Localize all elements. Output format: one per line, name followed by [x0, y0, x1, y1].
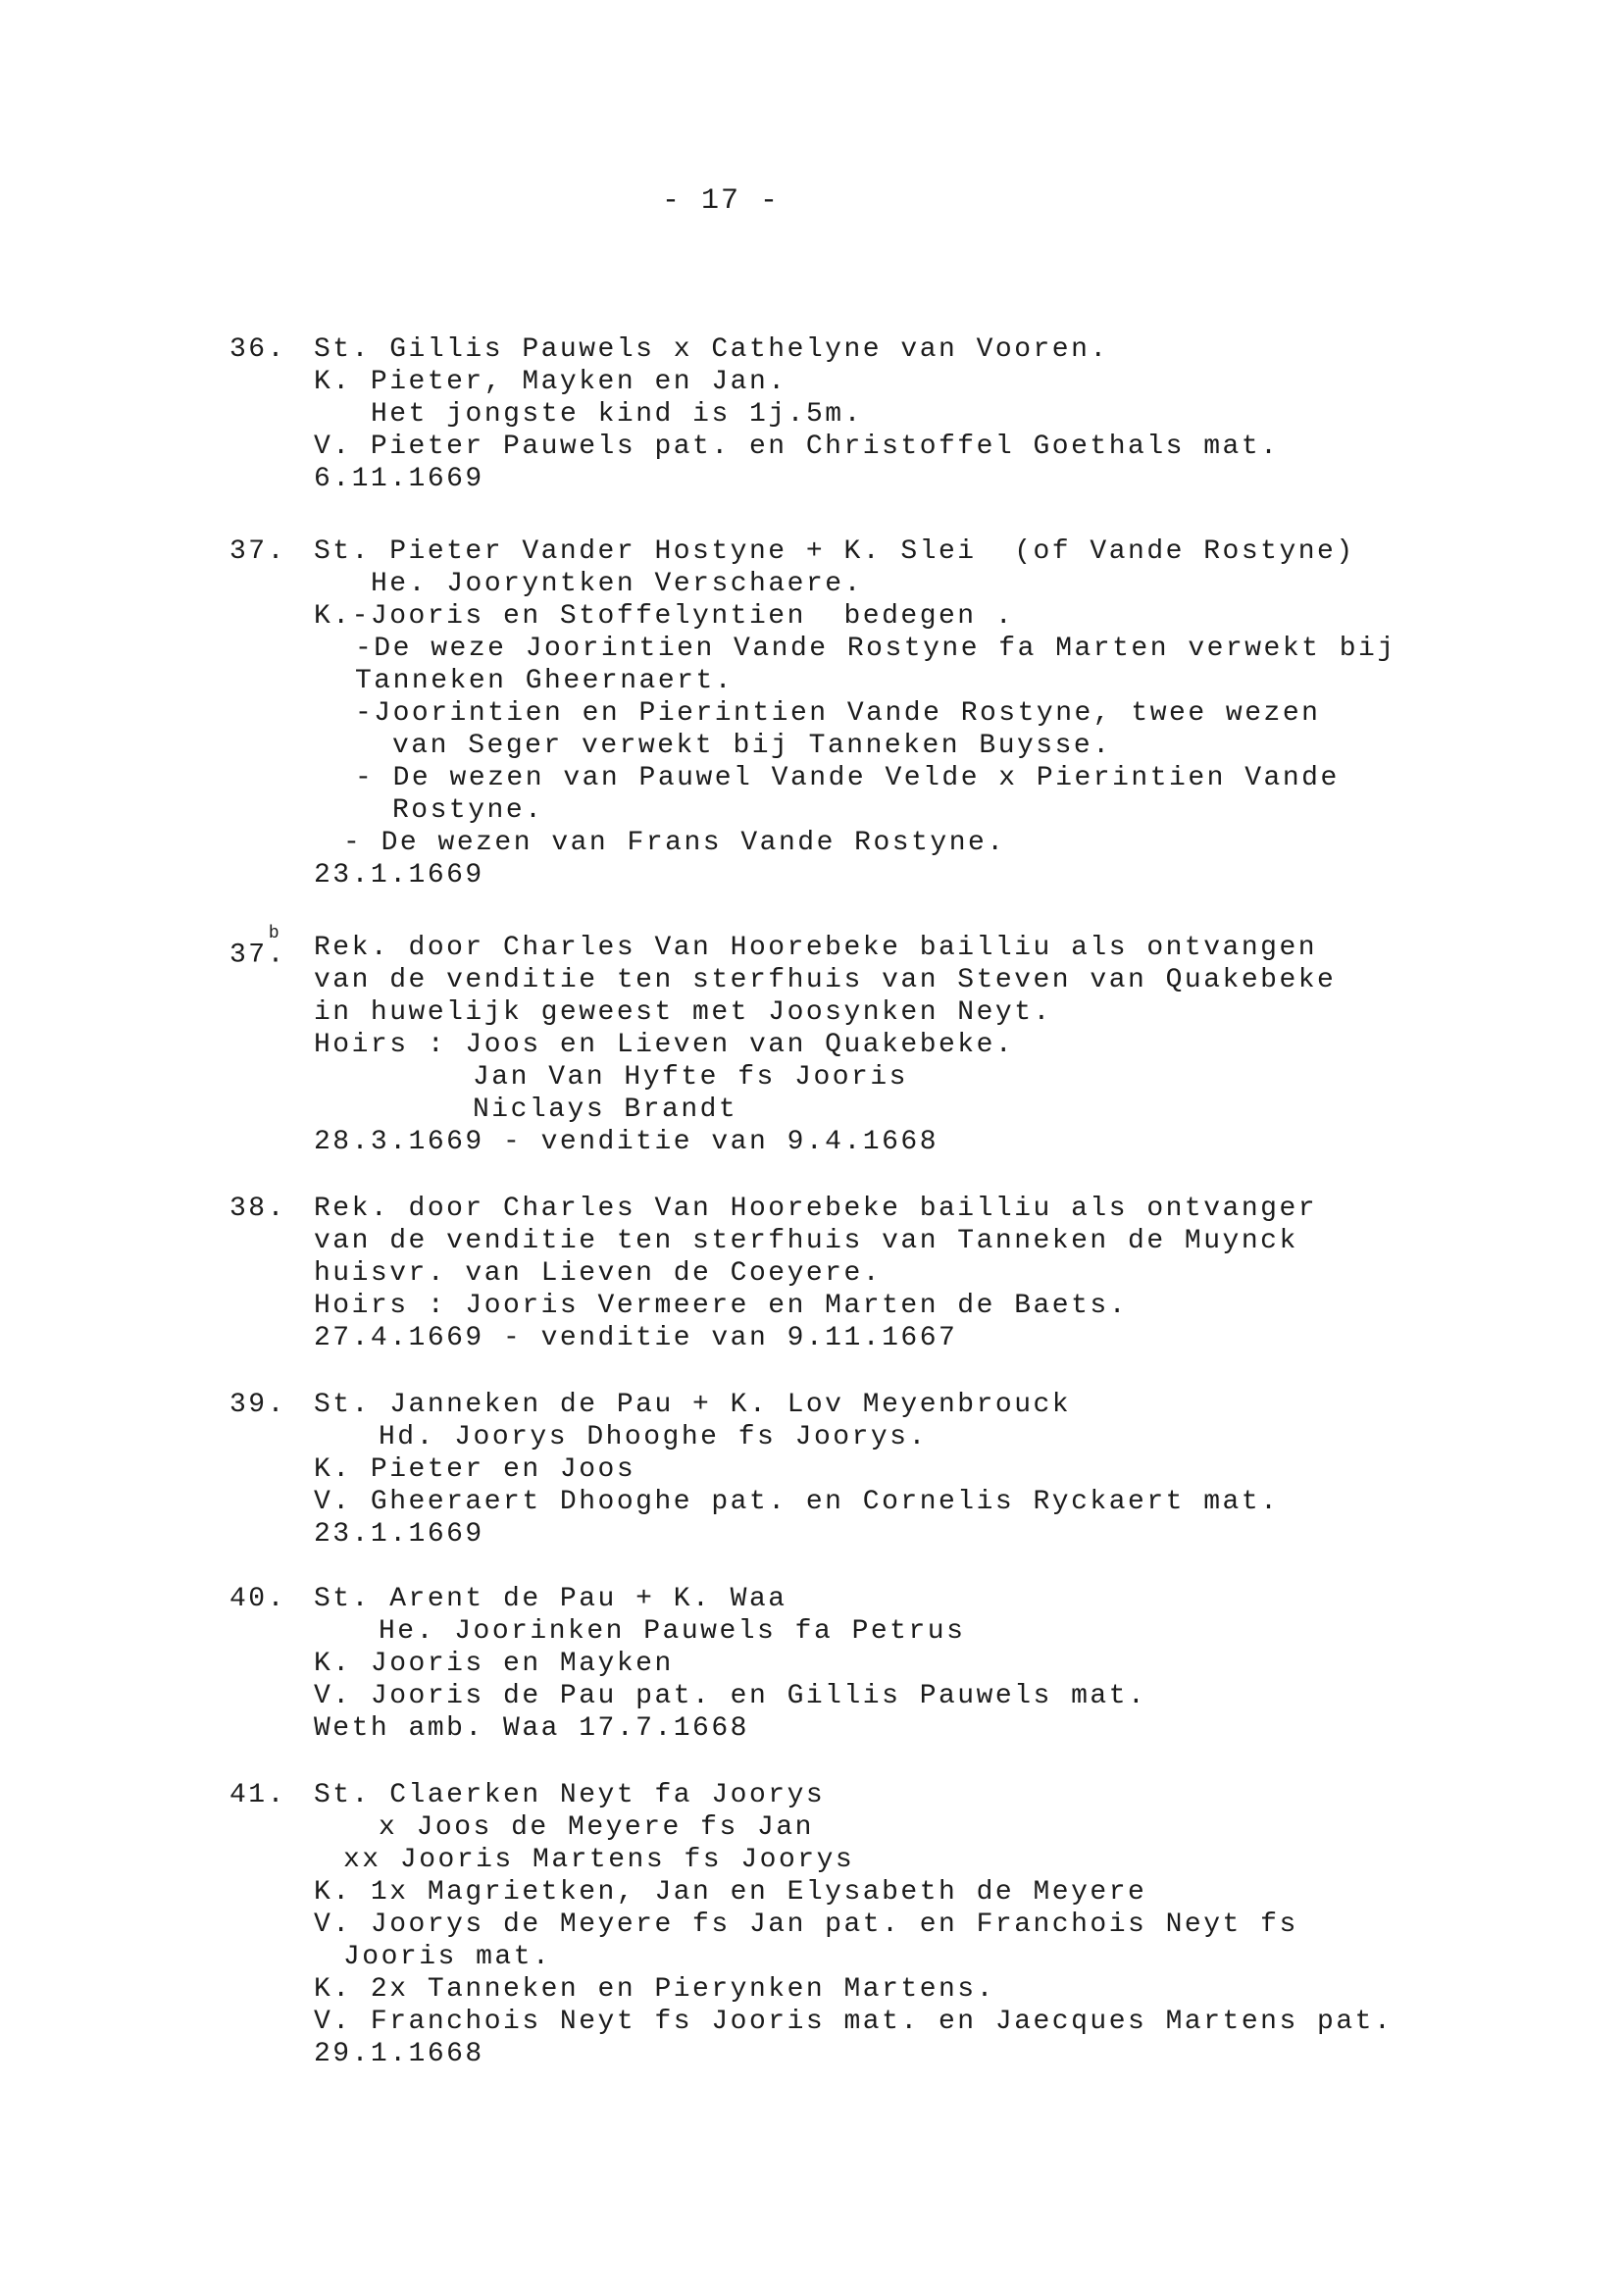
- entry-number: 41.: [229, 1780, 286, 1810]
- entry-date: 28.3.1669 - venditie van 9.4.1668: [314, 1127, 939, 1157]
- entry-line: Rek. door Charles Van Hoorebeke bailliu als ontvangen: [314, 933, 1318, 963]
- entry-line: St. Janneken de Pau + K. Lov Meyenbrouck: [314, 1390, 1072, 1420]
- entry-line: Jan Van Hyfte fs Jooris: [473, 1062, 908, 1093]
- entry-date: 29.1.1668: [314, 2039, 484, 2069]
- entry-line: x Joos de Meyere fs Jan: [379, 1812, 814, 1843]
- entry-37: [229, 535, 1524, 891]
- entry-line: Het jongste kind is 1j.5m.: [371, 399, 863, 430]
- entry-date: 6.11.1669: [314, 464, 484, 494]
- entry-line: Rek. door Charles Van Hoorebeke bailliu als ontvanger: [314, 1194, 1318, 1224]
- entry-37b: [229, 924, 1524, 1158]
- page-number: - 17 -: [661, 184, 781, 218]
- entry-line: -Joorintien en Pierintien Vande Rostyne, twee wezen: [355, 698, 1321, 729]
- entry-line: in huwelijk geweest met Joosynken Neyt.: [314, 997, 1052, 1028]
- entry-41: [229, 1779, 1524, 2070]
- entry-line: He. Jooryntken Verschaere.: [371, 569, 863, 599]
- entry-40: [229, 1583, 1524, 1745]
- entry-line: K. Pieter, Mayken en Jan.: [314, 367, 787, 397]
- entry-date: 23.1.1669: [314, 1519, 484, 1550]
- entry-line: Tanneken Gheernaert.: [355, 666, 735, 696]
- entry-38: [229, 1193, 1524, 1354]
- entry-number: 40.: [229, 1584, 286, 1614]
- entry-line: Rostyne.: [392, 795, 544, 826]
- entry-line: Niclays Brandt: [473, 1095, 738, 1125]
- entry-line: St. Pieter Vander Hostyne + K. Slei (of Vande Rostyne): [314, 536, 1355, 567]
- entry-number-superscript: b: [268, 924, 279, 943]
- entry-date: 23.1.1669: [314, 860, 484, 891]
- entry-line: St. Gillis Pauwels x Cathelyne van Vooren.: [314, 334, 1109, 365]
- entry-number: 36.: [229, 334, 286, 365]
- entry-number: 37.: [229, 536, 286, 567]
- entry-line: St. Arent de Pau + K. Waa: [314, 1584, 787, 1614]
- entry-line: He. Joorinken Pauwels fa Petrus: [379, 1616, 966, 1647]
- entry-line: V. Pieter Pauwels pat. en Christoffel Goethals mat.: [314, 432, 1280, 462]
- entry-line: -De weze Joorintien Vande Rostyne fa Marten verwekt bij: [355, 634, 1396, 664]
- entry-line: K. 1x Magrietken, Jan en Elysabeth de Meyere: [314, 1877, 1147, 1908]
- entry-number: 39.: [229, 1390, 286, 1420]
- entry-line: K. 2x Tanneken en Pierynken Martens.: [314, 1974, 995, 2005]
- entry-date: 27.4.1669 - venditie van 9.11.1667: [314, 1323, 958, 1353]
- entry-date: Weth amb. Waa 17.7.1668: [314, 1713, 749, 1744]
- entry-line: Hoirs : Jooris Vermeere en Marten de Baets.: [314, 1291, 1129, 1321]
- entry-line: K. Pieter en Joos: [314, 1454, 636, 1485]
- entry-line: Hoirs : Joos en Lieven van Quakebeke.: [314, 1030, 1015, 1060]
- entry-line: xx Jooris Martens fs Joorys: [343, 1845, 855, 1875]
- entry-number: 38.: [229, 1194, 286, 1224]
- entry-line: - De wezen van Pauwel Vande Velde x Pierintien Vande: [355, 763, 1340, 793]
- entry-line: V. Jooris de Pau pat. en Gillis Pauwels mat.: [314, 1681, 1147, 1711]
- entry-line: V. Franchois Neyt fs Jooris mat. en Jaecques Martens pat.: [314, 2007, 1394, 2037]
- entry-line: V. Joorys de Meyere fs Jan pat. en Franchois Neyt fs: [314, 1909, 1298, 1940]
- entry-line: Jooris mat.: [343, 1942, 552, 1972]
- entry-line: van de venditie ten sterfhuis van Tanneken de Muynck: [314, 1226, 1298, 1256]
- entry-line: V. Gheeraert Dhooghe pat. en Cornelis Ryckaert mat.: [314, 1487, 1280, 1517]
- entry-39: [229, 1389, 1524, 1551]
- entry-line: Hd. Joorys Dhooghe fs Joorys.: [379, 1422, 928, 1452]
- entry-line: K. Jooris en Mayken: [314, 1649, 674, 1679]
- entry-number: 37.$^b$: [229, 924, 286, 971]
- entry-36: [229, 333, 1524, 495]
- entry-line: van Seger verwekt bij Tanneken Buysse.: [392, 731, 1112, 761]
- entry-line: - De wezen van Frans Vande Rostyne.: [343, 828, 1006, 858]
- entry-line: K.-Jooris en Stoffelyntien bedegen .: [314, 601, 1015, 632]
- entry-line: huisvr. van Lieven de Coeyere.: [314, 1258, 883, 1289]
- entry-line: van de venditie ten sterfhuis van Steven van Quakebeke: [314, 965, 1337, 995]
- entry-line: St. Claerken Neyt fa Joorys: [314, 1780, 826, 1810]
